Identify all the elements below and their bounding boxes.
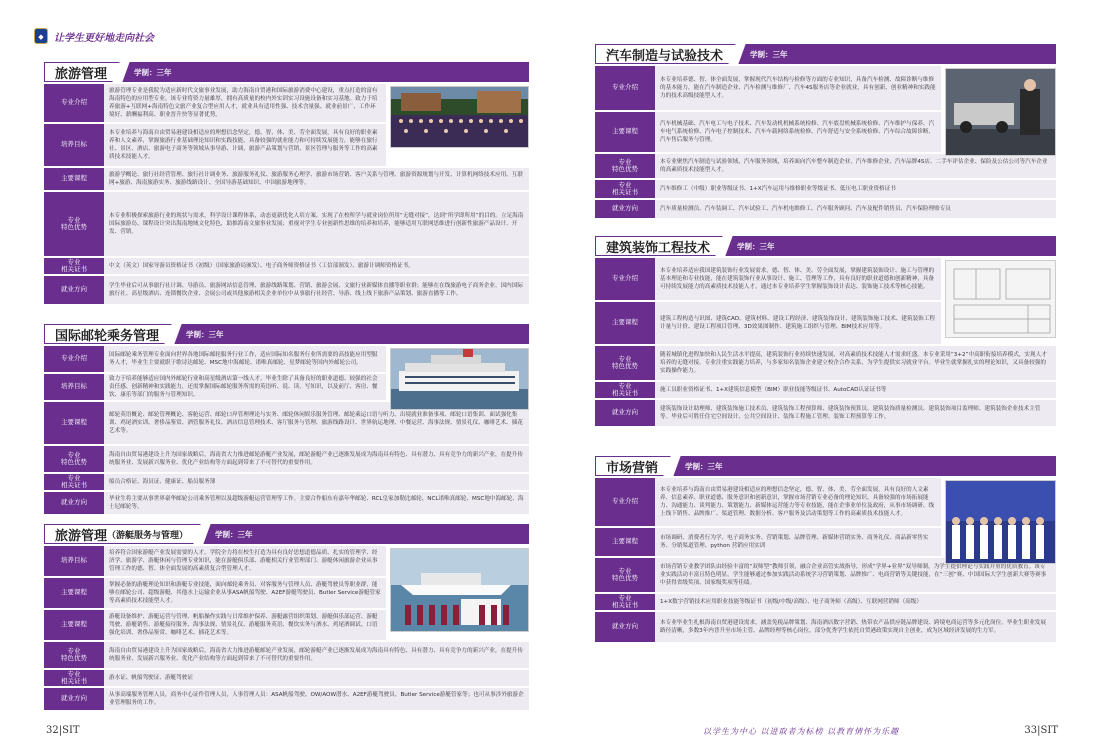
section-duration: 学制：三年: [134, 67, 172, 77]
row-label: 专业 特色优势: [44, 642, 104, 668]
section-title: [44, 524, 201, 544]
info-row: [595, 382, 1056, 398]
info-row: [44, 688, 529, 710]
info-row: [595, 180, 1056, 198]
section-decoration: [595, 236, 1056, 426]
info-row: [44, 474, 529, 490]
row-label: 就业方向: [595, 200, 655, 218]
row-text: [655, 302, 941, 344]
row-text-content: 邮轮英语概论、邮轮管理概论、客舱运营、邮轮口岸管理理论与实务、邮轮休闲娱乐服务管理、邮轮乘运口语与听力、出境就业准备事项、邮轮口语集训、面试强化集训、鸡尾酒实训、奢侈品鉴赏、酒管服务礼仪、酒店信息管理技术、客厅服务与管理、旅游线路设计、世界航运地理、中餐运营、海事法规、情景礼仪、咖啡艺术、插花艺术等。: [109, 411, 523, 435]
school-logo-icon: ◆: [34, 28, 48, 44]
brand-slogan: 让学生更好地走向社会: [54, 32, 154, 44]
row-text-content: 本专业培养德、智、体全面发展，掌握现代汽车结构与检修等方面的专业知识，具备汽车检测、故障诊断与维修的基本能力，能在汽车制造企业、汽车检测与维修厂、汽车4S服务店等企业就业，具有创新、创业精神和实践能力的技术高级技能型人才。: [660, 76, 936, 100]
yacht-photo: [390, 548, 529, 632]
row-text-content: 旅游管理专业是我院为适应新时代文旅事业发展，助力海南自贸港和国际旅游消费中心建设，重点打造的富有海南特色的应用型专业，该专业将资力量雄厚，拥有高质量的校内外实训实习设施设备和实习基地。致力于培养旅游+互联网+海南特色文旅产业复合型应用人才，就业具有适用性强、技术含量强、就业前景广、工作环境好、薪酬福利高、职业晋升快等显著优势。: [109, 87, 378, 119]
row-text-content: 汽车质量检测员、汽车装调工、汽车试验工、汽车机电维修工、汽车服务顾问、汽车及配件销售员、汽车保险理赔专员: [660, 205, 951, 212]
section-yacht: [44, 524, 529, 710]
section-duration: 学制：三年: [737, 241, 775, 251]
row-text: [104, 84, 386, 122]
row-text-content: 本专业聚焦汽车制造与试验领域，汽车服务领域，培养面向汽车整车制造企业、汽车维修企业、汽车品牌4S店、二手车评估企业、保险及公估公司等汽车企业的高素质技术技能型人才。: [660, 158, 1048, 173]
row-text: [104, 346, 386, 372]
graduation-photo: [390, 86, 529, 148]
row-text: [104, 492, 529, 514]
row-text: [104, 258, 529, 274]
row-text: [104, 610, 386, 640]
section-tourism: [44, 62, 529, 304]
school-motto: 以学生为中心 以进取者为标榜 以教育情怀为乐趣: [703, 727, 900, 736]
competition-photo: [945, 480, 1056, 564]
info-row: [44, 492, 529, 514]
row-text-content: 本专业毕业生扎根海南自贸港建设需求，涵盖免税品牌策划、海南酒店数字营销、热带农产品供应链品牌建设、跨境电商运营等多元化岗位。毕业生职业发展路径清晰，多数3年内晋升至市场主管、品牌经理等核心岗位，部分优秀学生依托自贸港政策实现自主创业，成为区域经济发展的生力军。: [660, 619, 1046, 634]
row-label: 主要课程: [595, 112, 655, 152]
row-text-content: 致力于培养能够适应国内外邮轮行业和高星级酒店第一线人才。毕业生除了具备良好的职业道德、较强的社会责任感、创新精神和实践能力，还需掌握国际邮轮服务所需的英语听、说、读、写知识，以及前厅、客房、餐饮、康乐等部门的服务与管理知识。: [109, 375, 378, 399]
info-row: [595, 594, 1056, 610]
auto-workshop-photo: [945, 68, 1056, 156]
row-text: [655, 346, 1056, 380]
row-text-content: 游艇设备维护、游艇运营与管理、帆船操作实践与日常维护保养、游艇露营组织策划、游艇俱乐部运营、游艇驾驶、游艇销售、游艇接待服务、海事法规、情景礼仪、游艇服务英语、餐饮实务与酒水、鸡尾酒调试、口语强化培训、奢侈品鉴赏、咖啡艺术、插花艺术等。: [109, 613, 378, 637]
section-header: [595, 456, 1056, 476]
section-header: [44, 324, 529, 344]
row-text-content: 本专业培养适应我国建筑装饰行业发展需求，德、智、体、美、劳全面发展，掌握建筑装饰设计、施工与管理的基本理论和专业技能，能在建筑装饰行业从事设计、施工、管理等工作，具有良好的职业道德和创新精神，具备可持续发展能力的高素质技术技能人才。通过本专业培养学生掌握装饰设计表达、装饰施工技术等核心技能。: [660, 267, 935, 291]
page-number: 33|SIT: [1024, 725, 1058, 736]
row-label: 主要课程: [44, 402, 104, 444]
row-text: [655, 612, 1056, 642]
row-text-content: 建筑工程构造与识图、建筑CAD、建筑材料、建设工程经济、建筑装饰设计、建筑装饰施工技术、建筑装饰工程计量与计价、建设工程项目管理、3D效果图制作、建筑施工组织与管理、BIM技术应用等。: [660, 315, 935, 330]
info-row: [595, 154, 1056, 178]
info-row: [44, 642, 529, 668]
row-text-content: 海南自由贸易港建设上升为国家战略后，海南省大力推进游艇邮轮产业发展，邮轮游艇产业已逐渐发展成为海南具有特色、具有潜力、具有竞争力的新兴产业，在提升传统服务业、发展新兴服务业、优化产业结构等方面起到带来了不可替代的重要作用。: [109, 647, 523, 662]
section-header: [595, 44, 1056, 64]
row-text: [104, 688, 529, 710]
row-text: [655, 478, 941, 526]
info-row: [44, 168, 529, 190]
row-label: 培养目标: [44, 124, 104, 166]
row-text-content: 本专业积极探索旅游行业的现状与需求，科学设计课程体系，动态更新优化人培方案，实现了在校所学与就业岗位所用“无缝对接”，达到“所学即所用”的目的。立足海南国际旅游岛、课程设计突出海南地域文化特色，助推海南文旅事业发展；重视对学生专业创新性思维的培养和培养，能够适用互联网思维进行创新性旅游产品设计、开发、营销。: [109, 212, 524, 236]
row-text: [104, 168, 529, 190]
info-row: [44, 446, 529, 472]
row-text: [104, 546, 386, 576]
section-auto: [595, 44, 1056, 218]
row-text: [655, 400, 1056, 426]
row-label: 专业 相关证书: [595, 382, 655, 398]
row-text-content: 施工员职业资格证书、1+X建筑信息模型（BIM）职业技能等级证书、AutoCAD认证证书等: [660, 386, 887, 393]
row-text: [104, 446, 529, 472]
row-text: [655, 258, 941, 300]
row-text-content: 中文（英文）国家导游员资格证书（初级）（国家旅游局颁发）、电子商务师资格证书（工信部颁发）、旅游计调师资格证书。: [109, 262, 414, 269]
row-text: [104, 374, 386, 400]
row-text-content: 旅游学概论、旅行社经营管理、旅行社计调业务、旅游服务礼仪、旅游服务心理学、旅游市场营销、客户关系与管理、旅游资源规划与开发、计算机网络技术应用、互联网+旅游、海南旅游实务、旅游线路设计、全国导游基础知识、中国旅游地理等。: [109, 171, 523, 186]
row-label: 专业介绍: [44, 346, 104, 372]
row-text-content: 毕业生将主要从事世界豪华邮轮公司乘务管理以及超级游艇运营管理等工作。主要合作船东有嘉年华邮轮、RCL皇家加勒比邮轮、NCL诺唯真邮轮、MSC地中海邮轮、海士尼邮轮等。: [109, 495, 524, 510]
row-text: [104, 276, 529, 304]
row-text-content: 国际邮轮乘务管理专业面向世界各地国际邮轮服务行业工作，适应国际知名服务行业所需要的高技能应用型服务人才，毕业生主要就职于歌诗达邮轮、MSC地中海邮轮、诺唯真邮轮、星梦邮轮等国内外邮轮公司。: [109, 351, 378, 366]
row-label: 专业 特色优势: [595, 154, 655, 178]
row-text: [655, 528, 941, 556]
row-text: [104, 642, 529, 668]
row-text-content: 市场调研、消费者行为学、电子商务实务、营销策划、品牌管理、新媒体营销实务、商务礼仪、商品新零售实务、分销渠道管理、python 营销应用实训: [660, 534, 929, 549]
row-text: [104, 578, 386, 608]
section-duration: 学制：三年: [750, 49, 788, 59]
row-text-content: 学生毕业后可从事旅行社计调、导游员、旅游网站信息管理、旅游线路策划、营销、旅游会展、文旅行业新媒体直播等职业群；能够在在线旅游电子商务企业、国内国际旅行社、高星级酒店、连锁餐饮企业、会展公司或其他旅游相关企业单位中从事旅行社经营、导游、线上线下旅游产品策划、旅游直播等工作。: [109, 282, 523, 297]
row-label: 主要课程: [44, 168, 104, 190]
row-text: [104, 670, 529, 686]
row-label: 专业 相关证书: [595, 594, 655, 610]
section-cruise: [44, 324, 529, 514]
info-row: [595, 346, 1056, 380]
row-label: 专业介绍: [595, 258, 655, 300]
section-title: 汽车制造与试验技术: [595, 44, 736, 64]
section-title-main: 旅游管理: [55, 528, 108, 544]
row-text: [104, 124, 386, 166]
row-label: 培养目标: [44, 374, 104, 400]
row-label: 专业介绍: [595, 478, 655, 526]
section-header: [44, 524, 529, 544]
row-label: 就业方向: [44, 688, 104, 710]
row-text-content: 本专业培养与海南自由贸易港建设相适应的理想信念坚定，德、智、体、美、劳全面发展，具有良好的职业素养和人文素养，掌握旅游行业基础理论知识和实践技能，具备较强的就业能力和可持续发展能力，能够在旅行社、景区、酒店、旅游电子商务等领域从事导游、计调、旅游产品策划与营销、景区管理与服务等工作的高素质技术技能人才。: [109, 129, 378, 161]
row-text-content: 1+X数字营销技术应用职业技能等级证书（初级/中级/高级）、电子商务师（高级）、互联网营销师（高级）: [660, 598, 922, 605]
section-title: 建筑装饰工程技术: [595, 236, 723, 256]
row-label: 专业 特色优势: [44, 192, 104, 256]
row-label: 专业 相关证书: [44, 670, 104, 686]
right-page: [551, 0, 1102, 748]
row-text: [655, 382, 1056, 398]
info-row: [44, 276, 529, 304]
row-text-content: 从事高端服务管理人员，商务中心证件管理人员，人事管理人员：ASA帆船驾驶、OW/AOW潜水、A2EF游艇驾驶员、Butler Service游艇管家等；也可从事涉外旅游企业管理服务的工作。: [109, 691, 524, 706]
section-title: 市场营销: [595, 456, 671, 476]
row-label: 主要课程: [44, 610, 104, 640]
row-text-content: 汽车维修工（中级）职业等级证书、1+X汽车运用与维修职业等级证书、低压电工职业资格证书: [660, 185, 896, 192]
section-title: 旅游管理: [44, 62, 120, 82]
row-label: 主要课程: [595, 302, 655, 344]
page-number: 32|SIT: [46, 725, 80, 736]
row-label: 专业 相关证书: [44, 474, 104, 490]
row-text: [655, 200, 1056, 218]
row-text-content: 培养符合国家游艇产业发展需要的人才，学院全力将在校生打造为具有良好思想道德品质、扎实的管理学、经济学、旅游学、游艇休闲与管理专业知识，能在游艇俱乐部、游艇相关行业管理部门、游艇休闲旅游企业从事管理工作的德、智、体全面发展的高素质复合型管理人才。: [109, 549, 378, 573]
row-label: 主要课程: [44, 578, 104, 608]
info-row: [44, 258, 529, 274]
row-label: 就业方向: [595, 612, 655, 642]
row-label: 主要课程: [595, 528, 655, 556]
row-text-content: 建筑装饰设计助理师、建筑装饰施工技术员、建筑装饰工程预算师、建筑装饰预算员、建筑装饰质量检测员、建筑装饰项目监理师、建筑装饰企业技术主管等。毕业后可胜任住宅空间设计、公共空间设计、装饰工程施工管理、装饰工程预算等工作。: [660, 405, 1041, 420]
section-title-sub: （游艇服务与管理）: [107, 530, 189, 541]
row-text-content: 船员合格证、海员证、健康证、船员服务簿: [109, 478, 216, 485]
section-marketing: [595, 456, 1056, 642]
row-text: [655, 180, 1056, 198]
section-title: 国际邮轮乘务管理: [44, 324, 172, 344]
row-label: 专业介绍: [595, 66, 655, 110]
row-text: [655, 112, 941, 152]
row-label: 专业 特色优势: [44, 446, 104, 472]
row-text-content: 随着城镇化进程加快和人民生活水平提高，建筑装饰行业持续快速发展，对高素质技术技能人才需求旺盛。本专业采用“3+2”中高职衔接培养模式，实现人才培养的无缝对接。专业注重实践能力培养，与多家知名装饰企业建立校企合作关系，为学生提供实习就业平台。毕业生就掌握扎实的理论知识，又具备较强的实践操作能力。: [660, 351, 1047, 375]
section-duration: 学制：三年: [215, 529, 253, 539]
row-text: [655, 66, 941, 110]
row-text-content: 本专业培养与海南自由贸易港建设相适应的理想信念坚定，德、智、体、美、劳全面发展，具有良好的人文素养、信息素养、职业道德、服务意识和创新意识，掌握市场营销专业必备的理论知识，具备较强的市场拓展能力、沟通能力、谈判能力、策划能力、新媒体运营能力等专业技能，能在企事业单位及政府，从事市场调研、线上线下销售、品牌推广、渠道管理、数据分析、客户服务及活动策划等工作的高素质技术技能人才。: [660, 486, 935, 518]
row-label: 就业方向: [44, 492, 104, 514]
row-label: 专业 特色优势: [595, 558, 655, 592]
info-row: [595, 200, 1056, 218]
row-label: 就业方向: [595, 400, 655, 426]
cruise-ship-photo: [390, 348, 529, 410]
row-text-content: 汽车机械基础、汽车电工与电子技术、汽车发动机机械系统检修、汽车底盘机械系统检修、汽车维护与保养、汽车电气系统检修、汽车电子控制技术、汽车车载网络系统检修、汽车舒适与安全系统检修、汽车综合故障诊断、汽车售后服务与管理。: [660, 120, 935, 144]
row-text-content: 掌握必备的游艇理论知识和游艇专业技能，面向邮轮乘务员、对客服务与管理人员、游艇驾驶员等职业群，能够在邮轮公司、超级游艇、其他水上运输企业从事ASA帆船驾驶、A2EF游艇驾驶员、Butler Service游艇管家等高素质技术技能型人才。: [109, 581, 381, 605]
row-text: [655, 594, 1056, 610]
row-label: 就业方向: [44, 276, 104, 304]
row-label: 专业介绍: [44, 84, 104, 122]
info-row: [44, 192, 529, 256]
brand-header: [34, 28, 154, 44]
row-text-content: 市场营销专业教学团队由经验丰富的“双师型”教师引领，融合企业高管实战指导，形成“学界+业界”双导师制，为学生提供理论与实践并重的优质教育。该专业实践活动丰富且特色明显，学生能够通过参加实践活动系统学习营销策划、品牌推广、电商营销等关键技能，在“三创”赛、中国国际大学生创新大赛等赛事中获得省级奖项、国家级奖项等佳绩。: [660, 563, 1047, 587]
row-text: [655, 154, 1056, 178]
row-label: 培养目标: [44, 546, 104, 576]
row-text: [104, 474, 529, 490]
section-header: [595, 236, 1056, 256]
info-row: [595, 612, 1056, 642]
row-text-content: 海南自由贸易港建设上升为国家战略后，海南省大力推进邮轮游艇产业发展，邮轮游艇产业已逐渐发展成为海南具有特色、具有潜力、具有竞争力的新兴产业，在提升传统服务业、发展新兴服务业、优化产业结构等方面起到带来了不可替代的重要作用。: [109, 451, 523, 466]
section-duration: 学制：三年: [186, 329, 224, 339]
row-label: 专业 相关证书: [595, 180, 655, 198]
row-text: [104, 192, 529, 256]
row-text-content: 游水证、帆船驾驶证、游艇驾驶证: [109, 674, 193, 681]
architecture-photo: [945, 260, 1056, 338]
section-header: [44, 62, 529, 82]
row-label: 专业 相关证书: [44, 258, 104, 274]
info-row: [44, 670, 529, 686]
section-duration: 学制：三年: [685, 461, 723, 471]
info-row: [595, 400, 1056, 426]
row-label: 专业 特色优势: [595, 346, 655, 380]
